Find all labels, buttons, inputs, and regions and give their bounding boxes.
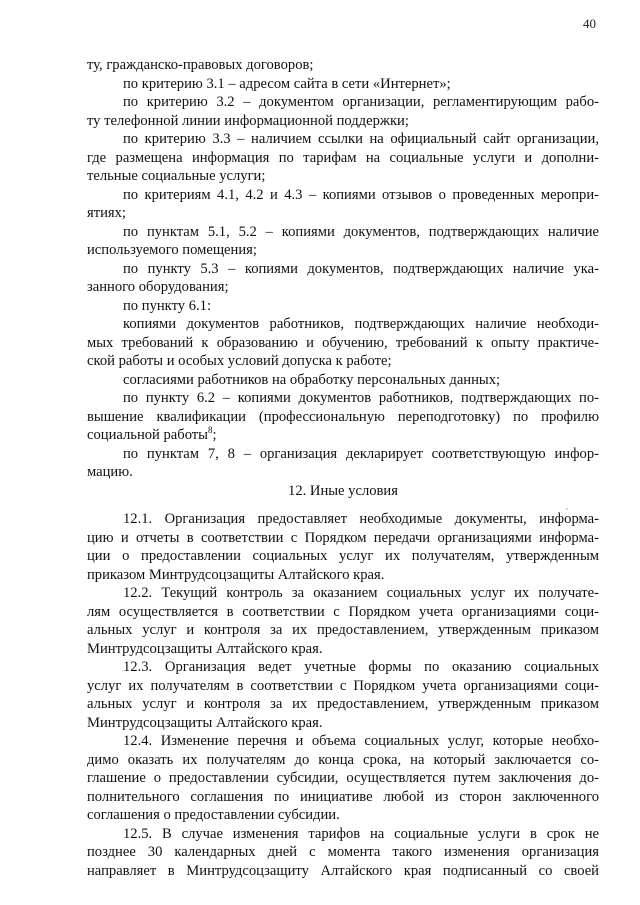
text-line: по пунктам 5.1, 5.2 – копиями документов, подтверждающих наличие xyxy=(123,223,599,240)
text-line: альных услуг и контроля за их предоставлением, утвержденным приказом xyxy=(87,622,599,638)
text-line: занного оборудования; xyxy=(87,279,229,295)
text-line: копиями документов работников, подтверждающих наличие необходи- xyxy=(123,316,599,332)
text-line: Минтрудсоцзащиты Алтайского края. xyxy=(87,714,323,731)
text-line: по пункту 6.2 – копиями документов работников, подтверждающих по- xyxy=(123,390,599,406)
text-line: соглашения о предоставлении субсидии. xyxy=(87,807,340,823)
text-line: по пунктам 7, 8 – организация декларирует соответствующую инфор- xyxy=(123,445,599,462)
text-line: где размещена информация по тарифам на социальные услуги и дополни- xyxy=(87,149,599,166)
footnote-marker: 8 xyxy=(208,425,213,436)
text-line: позднее 30 календарных дней с момента такого изменения организация xyxy=(87,844,599,860)
page-number: 40 xyxy=(583,16,596,31)
text-fragment: социальной работы xyxy=(87,427,208,443)
text-line: 12.1. Организация предоставляет необходимые документы, информа- xyxy=(123,511,599,527)
text-line: ятиях; xyxy=(87,205,126,221)
text-line: по критериям 4.1, 4.2 и 4.3 – копиями отзывов о проведенных меропри- xyxy=(123,186,599,203)
text-line: 12.3. Организация ведет учетные формы по оказанию социальных xyxy=(123,659,599,675)
text-line: приказом Минтрудсоцзащиты Алтайского края. xyxy=(87,566,385,583)
text-line: по критерию 3.1 – адресом сайта в сети «Интернет»; xyxy=(123,75,451,92)
text-line: Минтрудсоцзащиты Алтайского края. xyxy=(87,640,323,657)
document-body xyxy=(87,56,599,880)
text-line: 12.2. Текущий контроль за оказанием социальных услуг их получате- xyxy=(123,585,599,601)
text-line: по критерию 3.3 – наличием ссылки на официальный сайт организации, xyxy=(123,131,599,147)
text-line: вышение квалификации (профессиональную переподготовку) по профилю xyxy=(87,408,599,425)
spacer xyxy=(87,500,599,510)
text-line: по пункту 6.1: xyxy=(123,297,211,314)
text-line: по пункту 5.3 – копиями документов, подтверждающих наличие ука- xyxy=(123,260,599,277)
text-line: ту, гражданско-правовых договоров; xyxy=(87,57,314,73)
text-line: согласиями работников на обработку персональных данных; xyxy=(123,371,501,388)
text-line: полнительного соглашения по инициативе любой из сторон заключенного xyxy=(87,788,599,805)
text-line: мацию. xyxy=(87,464,133,480)
text-line: ту телефонной линии информационной поддержки; xyxy=(87,112,409,129)
text-line: 12.4. Изменение перечня и объема социальных услуг, которые необхо- xyxy=(123,733,599,749)
text-line: мых требований к образованию и обучению, требований к опыту практиче- xyxy=(87,334,599,351)
text-line: направляет в Минтрудсоцзащиту Алтайского края подписанный со своей xyxy=(87,862,599,879)
text-line: услуг их получателям в соответствии с Порядком учета организациями соци- xyxy=(87,677,599,694)
scan-speck xyxy=(566,508,568,510)
text-line: 12.5. В случае изменения тарифов на социальные услуги в срок не xyxy=(123,825,599,842)
text-line: глашение о предоставлении субсидии, осуществляется путем заключения до- xyxy=(87,770,599,786)
text-line: димо оказать их получателям до конца срока, на который заключается со- xyxy=(87,751,599,768)
text-line: используемого помещения; xyxy=(87,242,257,258)
text-line: тельные социальные услуги; xyxy=(87,168,266,184)
text-line: альных услуг и контроля за их предоставлением, утвержденным приказом xyxy=(87,696,599,712)
section-heading: 12. Иные условия xyxy=(288,482,398,499)
text-line: ской работы и особых условий допуска к работе; xyxy=(87,353,392,369)
text-fragment: ; xyxy=(212,427,217,443)
text-line: лям осуществляется в соответствии с Порядком учета организациями соци- xyxy=(87,603,599,620)
text-line: ции о предоставлении социальных услуг их получателям, утвержденным xyxy=(87,548,599,564)
text-line xyxy=(87,426,599,445)
text-line: по критерию 3.2 – документом организации, регламентирующим рабо- xyxy=(123,94,599,110)
text-line: цию и отчеты в соответствии с Порядком передачи организациями информа- xyxy=(87,529,599,546)
